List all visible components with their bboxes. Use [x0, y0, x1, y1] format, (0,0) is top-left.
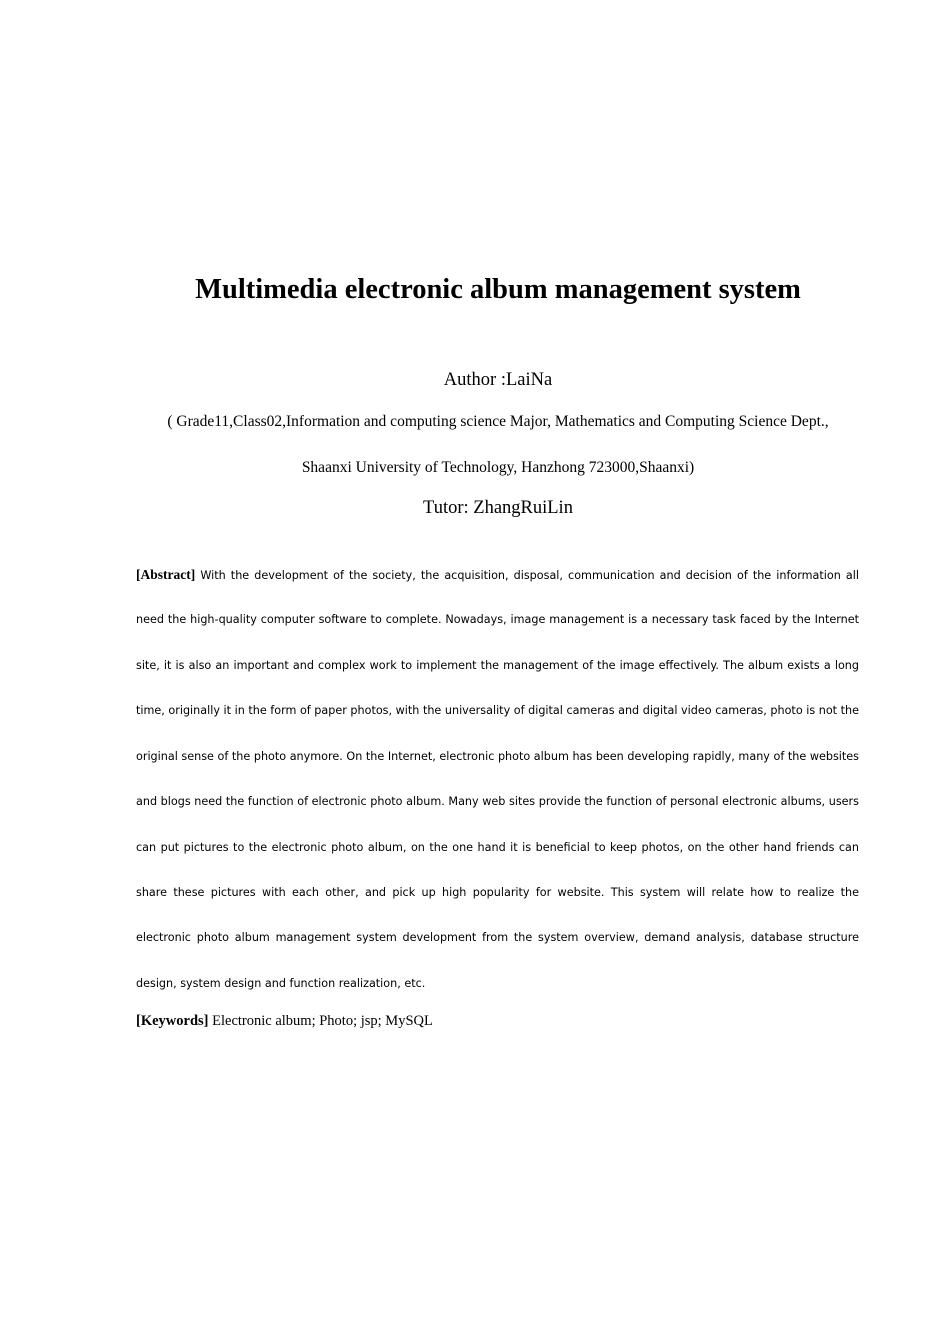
abstract-line: and blogs need the function of electronic photo album. Many web sites provide the function of personal electronic albums, users	[136, 795, 859, 808]
paper-title: Multimedia electronic album management system	[195, 274, 801, 305]
abstract-line: original sense of the photo anymore. On the Internet, electronic photo album has been developing rapidly, many of the websites	[136, 750, 859, 763]
abstract-line: can put pictures to the electronic photo album, on the one hand it is beneficial to keep photos, on the other hand friends can	[136, 841, 859, 854]
abstract-line: share these pictures with each other, and pick up high popularity for website. This system will relate how to realize the	[136, 886, 859, 899]
abstract-label: [Abstract]	[136, 567, 196, 582]
tutor-line: Tutor: ZhangRuiLin	[423, 498, 573, 518]
affiliation-line-1: ( Grade11,Class02,Information and computing science Major, Mathematics and Computing Science Dept.,	[167, 413, 829, 430]
keywords-text: Electronic album; Photo; jsp; MySQL	[212, 1013, 433, 1029]
abstract-line: time, originally it in the form of paper photos, with the universality of digital cameras and digital video cameras, photo is not the	[136, 704, 859, 717]
abstract-line	[136, 567, 859, 584]
abstract-text: With the development of the society, the acquisition, disposal, communication and decision of the information all	[200, 569, 859, 582]
abstract-line: need the high-quality computer software to complete. Nowadays, image management is a necessary task faced by the Internet	[136, 613, 859, 626]
affiliation-line-2: Shaanxi University of Technology, Hanzhong 723000,Shaanxi)	[301, 459, 695, 476]
abstract-line: site, it is also an important and complex work to implement the management of the image effectively. The album exists a long	[136, 659, 859, 672]
abstract-line: electronic photo album management system development from the system overview, demand analysis, database structure	[136, 931, 859, 944]
keywords-line	[136, 1012, 859, 1030]
keywords-label: [Keywords]	[136, 1013, 209, 1029]
author-line: Author :LaiNa	[443, 370, 553, 390]
abstract-line: design, system design and function realization, etc.	[136, 977, 426, 990]
